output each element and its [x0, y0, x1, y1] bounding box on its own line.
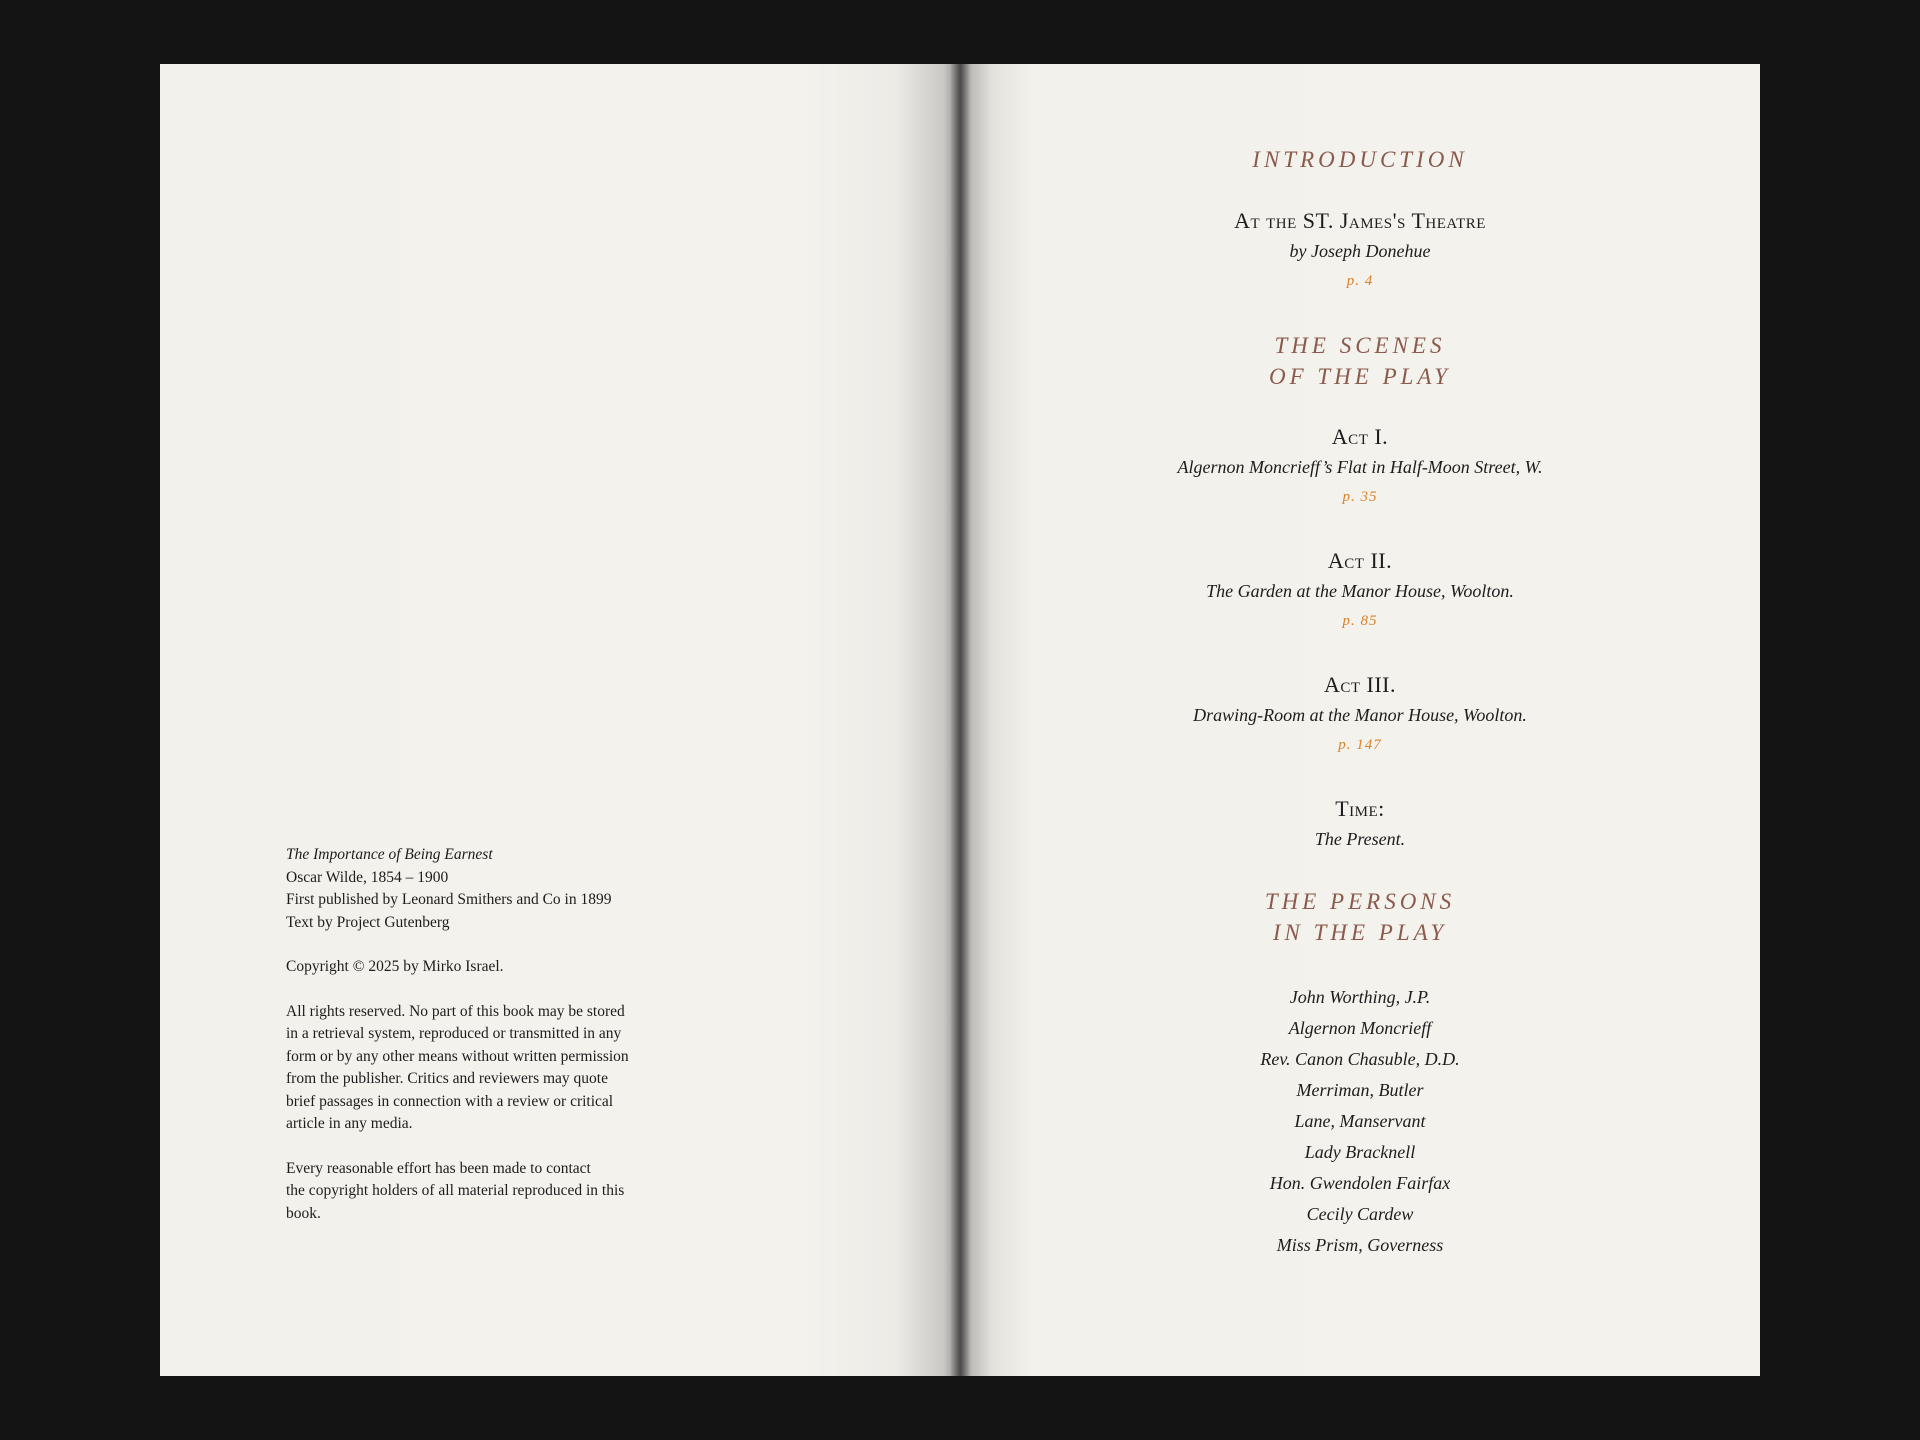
rights-line: form or by any other means without written permission [286, 1047, 629, 1065]
act-setting: The Garden at the Manor House, Woolton. [1206, 581, 1514, 601]
scenes-heading-line: OF THE PLAY [1268, 364, 1452, 389]
colophon [286, 844, 746, 1225]
introduction-section [960, 144, 1760, 175]
person-item: Hon. Gwendolen Fairfax [1269, 1173, 1451, 1193]
time-entry [960, 794, 1760, 854]
person-item: John Worthing, J.P. [1289, 987, 1431, 1007]
act-setting: Drawing-Room at the Manor House, Woolton. [1193, 705, 1527, 725]
act-page-number: p. 85 [1342, 613, 1378, 629]
person-item: Rev. Canon Chasuble, D.D. [1260, 1049, 1460, 1069]
book-gutter [950, 64, 970, 1376]
colophon-author: Oscar Wilde, 1854 – 1900 [286, 868, 449, 886]
person-item: Lady Bracknell [1304, 1142, 1416, 1162]
colophon-text-source: Text by Project Gutenberg [286, 913, 450, 931]
colophon-published: First published by Leonard Smithers and Co in 1899 [286, 891, 612, 908]
person-item: Miss Prism, Governess [1276, 1235, 1444, 1255]
effort-line: Every reasonable effort has been made to contact [286, 1159, 591, 1177]
effort-line: the copyright holders of all material reproduced in this [286, 1182, 625, 1199]
person-item: Cecily Cardew [1306, 1204, 1414, 1224]
rights-line: All rights reserved. No part of this book may be stored [286, 1002, 625, 1020]
act-page-number: p. 35 [1342, 489, 1378, 505]
colophon-title: The Importance of Being Earnest [286, 846, 493, 863]
time-label: Time: [1335, 796, 1385, 821]
book-spread [160, 64, 1760, 1376]
right-page [960, 64, 1760, 1376]
rights-line: article in any media. [286, 1115, 413, 1132]
persons-list [960, 982, 1760, 1261]
scenes-heading [960, 330, 1760, 392]
act-entry[interactable] [960, 422, 1760, 512]
persons-heading-line: THE PERSONS [1264, 889, 1456, 914]
person-item: Merriman, Butler [1296, 1080, 1424, 1100]
person-item: Algernon Moncrieff [1288, 1018, 1432, 1038]
left-page [160, 64, 960, 1376]
effort-line: book. [286, 1204, 321, 1222]
scenes-heading-line: THE SCENES [1274, 333, 1446, 358]
rights-paragraph [286, 1001, 746, 1136]
person-item: Lane, Manservant [1294, 1111, 1426, 1131]
persons-heading [960, 886, 1760, 948]
rights-line: in a retrieval system, reproduced or transmitted in any [286, 1025, 622, 1042]
time-value: The Present. [1314, 829, 1406, 849]
introduction-entry[interactable] [960, 206, 1760, 296]
act-title: Act I. [1331, 424, 1389, 449]
act-title: Act III. [1323, 672, 1397, 697]
act-entry[interactable] [960, 546, 1760, 636]
introduction-byline: by Joseph Donehue [1289, 241, 1431, 261]
introduction-page-number: p. 4 [1346, 273, 1374, 289]
persons-heading-line: IN THE PLAY [1272, 920, 1448, 945]
act-page-number: p. 147 [1338, 737, 1382, 753]
act-setting: Algernon Moncrieff’s Flat in Half-Moon Street, W. [1177, 457, 1543, 477]
introduction-heading: INTRODUCTION [1252, 147, 1468, 172]
rights-line: from the publisher. Critics and reviewers may quote [286, 1070, 608, 1087]
copyright-notice: Copyright © 2025 by Mirko Israel. [286, 958, 504, 975]
act-entry[interactable] [960, 670, 1760, 760]
effort-paragraph [286, 1158, 746, 1226]
introduction-title: At the ST. James's Theatre [1234, 208, 1486, 233]
rights-line: brief passages in connection with a review or critical [286, 1092, 614, 1110]
act-title: Act II. [1327, 548, 1393, 573]
